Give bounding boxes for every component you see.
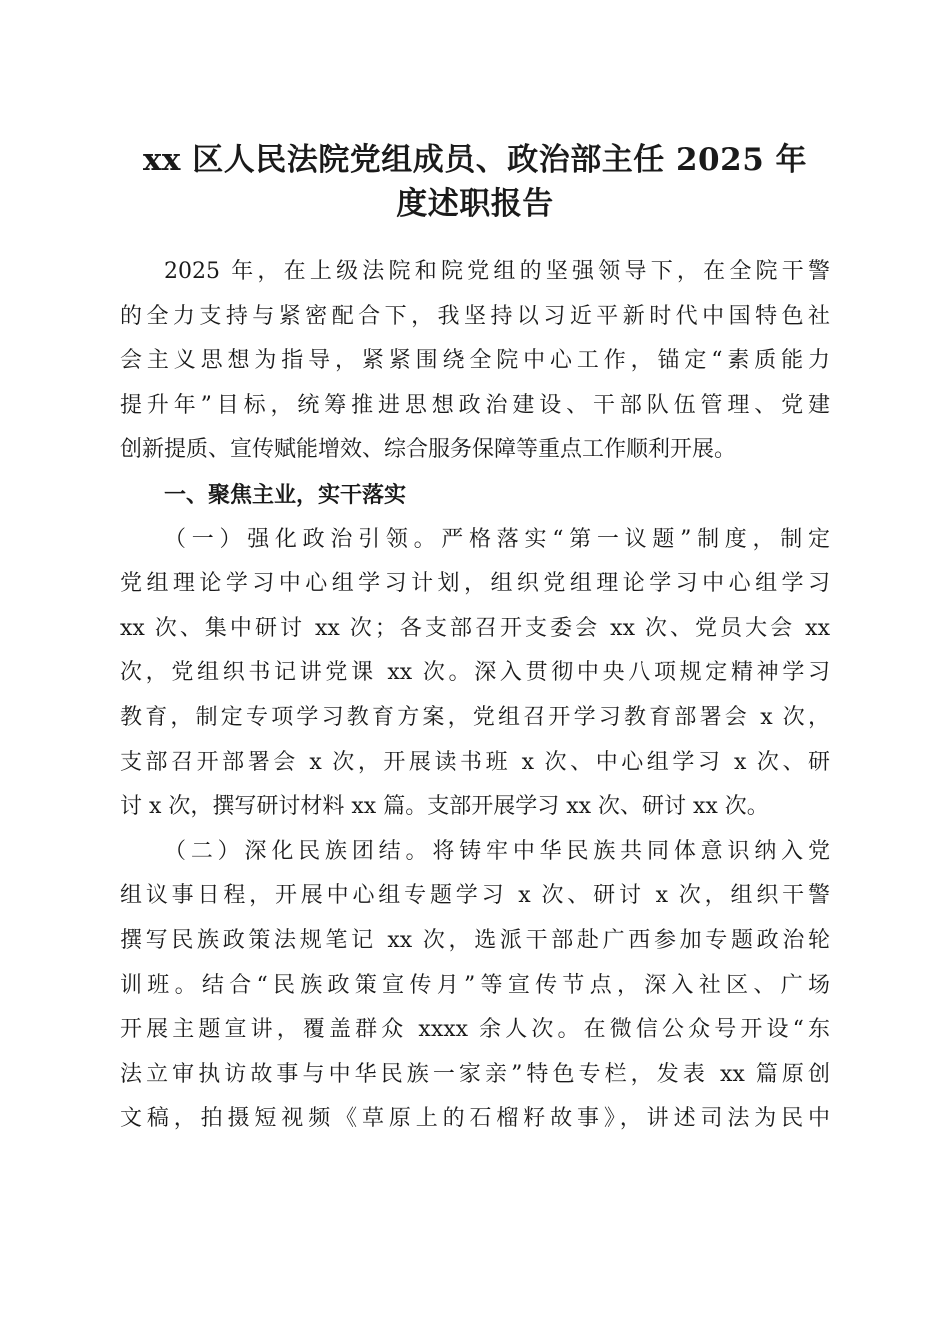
paragraph-line: xx 次、集中研讨 xx 次；各支部召开支委会 xx 次、党员大会 xx	[120, 615, 830, 641]
paragraph-line: 法立审执访故事与中华民族一家亲”特色专栏，发表 xx 篇原创	[120, 1061, 830, 1087]
paragraph-line: 次，党组织书记讲党课 xx 次。深入贯彻中央八项规定精神学习	[120, 660, 830, 686]
paragraph-line: 会主义思想为指导，紧紧围绕全院中心工作，锚定“素质能力	[120, 348, 830, 374]
document-title	[110, 138, 840, 226]
title-line-1: xx 区人民法院党组成员、政治部主任 2025 年	[142, 142, 808, 178]
paragraph-line: 训班。结合“民族政策宣传月”等宣传节点，深入社区、广场	[120, 972, 830, 998]
paragraph-line: （二）深化民族团结。将铸牢中华民族共同体意识纳入党	[164, 838, 830, 864]
paragraph-line: 开展主题宣讲，覆盖群众 xxxx 余人次。在微信公众号开设“东	[120, 1017, 830, 1043]
paragraph-line: 党组理论学习中心组学习计划，组织党组理论学习中心组学习	[120, 571, 830, 597]
paragraph-line: 讨 x 次，撰写研讨材料 xx 篇。支部开展学习 xx 次、研讨 xx 次。	[120, 794, 769, 820]
paragraph-line: （一）强化政治引领。严格落实“第一议题”制度，制定	[164, 526, 830, 552]
paragraph-line: 组议事日程，开展中心组专题学习 x 次、研讨 x 次，组织干警	[120, 883, 830, 909]
paragraph-line: 的全力支持与紧密配合下，我坚持以习近平新时代中国特色社	[120, 303, 830, 329]
paragraph-line: 支部召开部署会 x 次，开展读书班 x 次、中心组学习 x 次、研	[120, 749, 830, 775]
section-heading: 一、聚焦主业，实干落实	[164, 481, 407, 508]
paragraph-line: 教育，制定专项学习教育方案，党组召开学习教育部署会 x 次，	[120, 704, 830, 730]
paragraph-line: 文稿，拍摄短视频《草原上的石榴籽故事》，讲述司法为民中	[120, 1106, 830, 1132]
paragraph-line: 撰写民族政策法规笔记 xx 次，选派干部赴广西参加专题政治轮	[120, 927, 830, 953]
paragraph-line: 创新提质、宣传赋能增效、综合服务保障等重点工作顺利开展。	[120, 437, 737, 463]
document-body	[120, 250, 830, 1142]
title-line-2: 度述职报告	[396, 186, 554, 222]
paragraph-line: 2025 年，在上级法院和院党组的坚强领导下，在全院干警	[164, 259, 830, 284]
paragraph-line: 提升年”目标，统筹推进思想政治建设、干部队伍管理、党建	[120, 392, 830, 418]
